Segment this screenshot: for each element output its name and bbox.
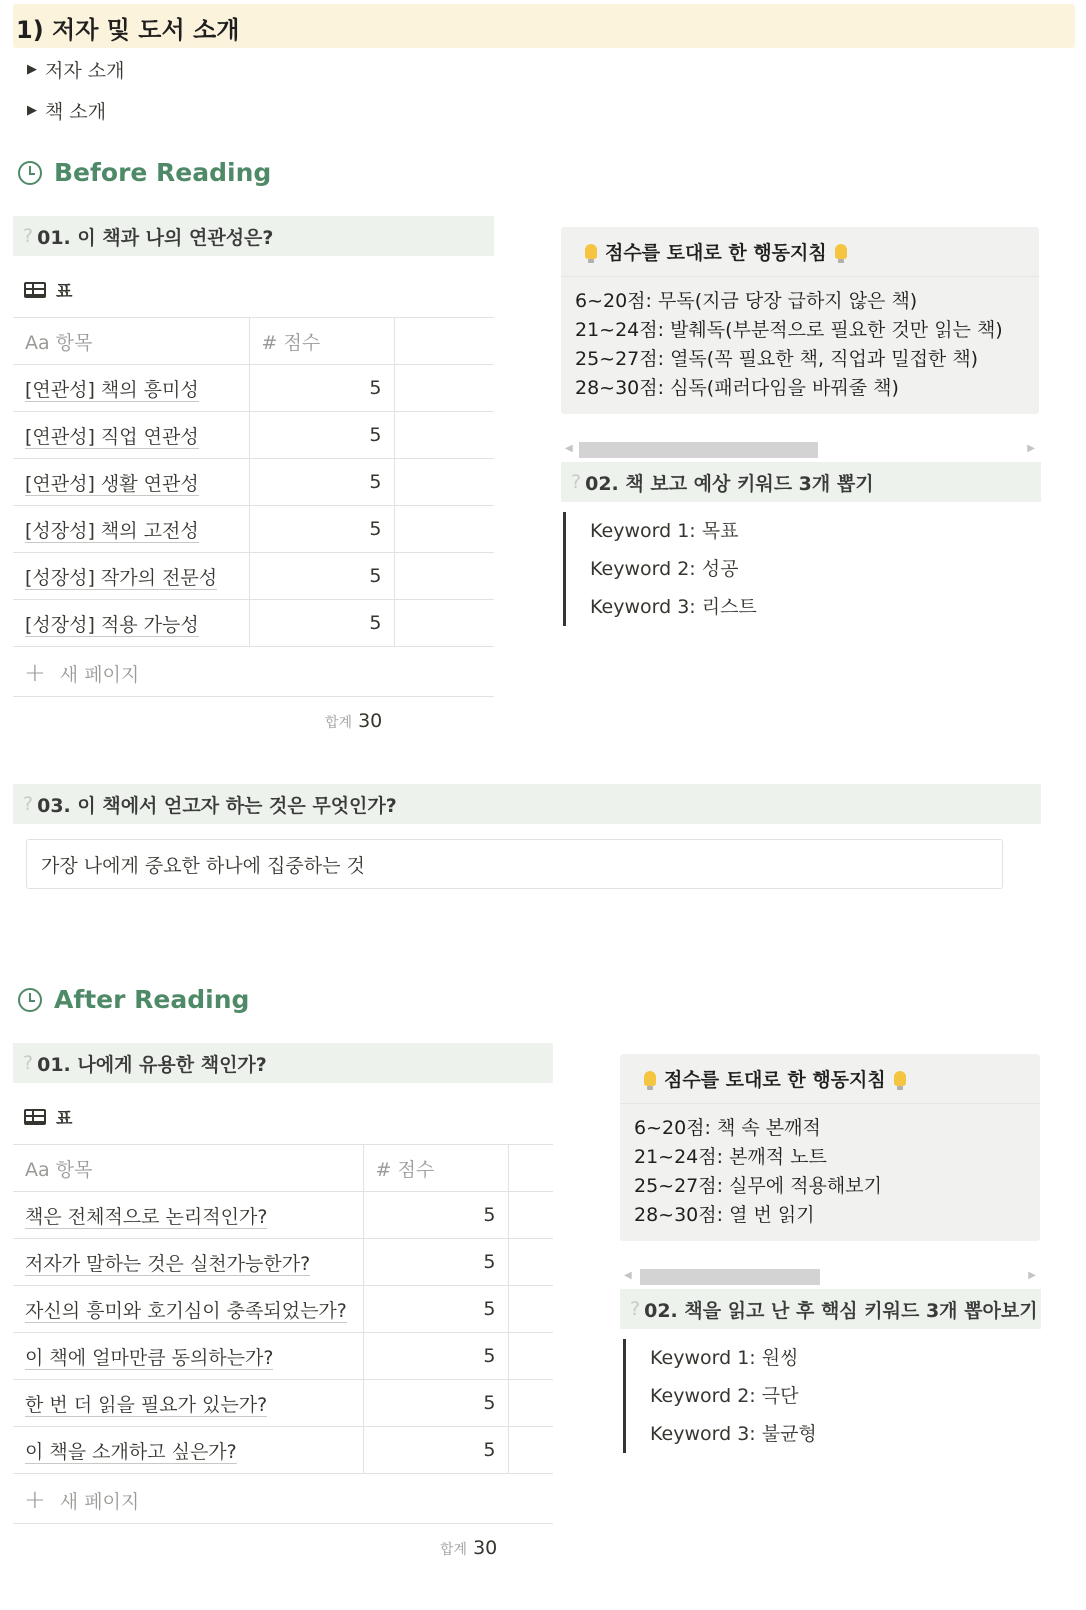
- before-answer-box[interactable]: [26, 839, 1003, 889]
- before-horizontal-scrollbar[interactable]: [561, 440, 1039, 460]
- table-row[interactable]: [13, 1286, 553, 1333]
- clock-icon: [18, 161, 42, 185]
- table-row[interactable]: [13, 1333, 553, 1380]
- toggle-label: 저자 소개: [45, 59, 125, 82]
- before-reading-heading: Before Reading: [18, 158, 271, 187]
- toggle-triangle-icon[interactable]: ▶: [27, 61, 37, 77]
- table-footer-divider: [13, 696, 494, 697]
- toggle-author[interactable]: [13, 54, 124, 84]
- table-footer-divider: [13, 1523, 553, 1524]
- before-keywords-quote: [563, 512, 757, 626]
- table-row[interactable]: [13, 459, 494, 506]
- row-name[interactable]: [연관성] 직업 연관성: [25, 425, 199, 448]
- table-header-row: [13, 1145, 553, 1192]
- before-new-page-button[interactable]: + 새 페이지: [24, 658, 140, 688]
- row-name[interactable]: 책은 전체적으로 논리적인가?: [25, 1205, 268, 1228]
- question-mark-icon: ?: [23, 1052, 34, 1074]
- before-q3-bar: ? 03. 이 책에서 얻고자 하는 것은 무엇인가?: [13, 784, 1041, 824]
- row-name[interactable]: [연관성] 생활 연관성: [25, 472, 199, 495]
- question-mark-icon: ?: [630, 1298, 641, 1320]
- after-score-table: [13, 1144, 553, 1474]
- question-mark-icon: ?: [23, 793, 34, 815]
- page-heading: 1) 저자 및 도서 소개: [16, 16, 240, 44]
- question-mark-icon: ?: [571, 471, 582, 493]
- row-name[interactable]: 한 번 더 읽을 필요가 있는가?: [25, 1393, 268, 1416]
- table-icon: [24, 1109, 46, 1125]
- keyword-line: Keyword 3: 리스트: [590, 596, 757, 618]
- callout-line: 6~20점: 무독(지금 당장 급하지 않은 책): [575, 290, 918, 312]
- row-name[interactable]: [성장성] 적용 가능성: [25, 613, 199, 636]
- after-new-page-button[interactable]: + 새 페이지: [24, 1485, 140, 1515]
- callout-line: 28~30점: 심독(패러다임을 바꿔줄 책): [575, 377, 899, 399]
- column-header-empty: [508, 1145, 553, 1192]
- table-row[interactable]: [13, 1380, 553, 1427]
- row-name[interactable]: 이 책에 얼마만큼 동의하는가?: [25, 1346, 274, 1369]
- table-row[interactable]: [13, 412, 494, 459]
- table-header-row: [13, 318, 494, 365]
- keyword-line: Keyword 1: 목표: [590, 520, 739, 542]
- after-keywords-quote: [623, 1339, 817, 1453]
- before-q2-bar: ? 02. 책 보고 예상 키워드 3개 뽑기: [561, 462, 1041, 502]
- table-row[interactable]: [13, 506, 494, 553]
- scroll-right-arrow-icon[interactable]: ▶: [1027, 443, 1035, 454]
- scroll-right-arrow-icon[interactable]: ▶: [1028, 1270, 1036, 1281]
- table-row[interactable]: [13, 1239, 553, 1286]
- callout-title: 점수를 토대로 한 행동지침: [561, 227, 1039, 277]
- table-row[interactable]: [13, 600, 494, 647]
- callout-line: 6~20점: 책 속 본깨적: [634, 1117, 821, 1139]
- table-row[interactable]: [13, 1427, 553, 1474]
- scroll-left-arrow-icon[interactable]: ◀: [624, 1270, 632, 1281]
- row-score[interactable]: 5: [249, 365, 394, 412]
- table-icon: [24, 282, 46, 298]
- before-q1-bar: ? 01. 이 책과 나의 연관성은?: [13, 216, 494, 256]
- table-row[interactable]: [13, 365, 494, 412]
- row-name[interactable]: [연관성] 책의 흥미성: [25, 378, 199, 401]
- before-score-table: [13, 317, 494, 647]
- lightbulb-icon: [835, 244, 847, 259]
- callout-line: 21~24점: 본깨적 노트: [634, 1146, 827, 1168]
- toggle-label: 책 소개: [45, 100, 107, 123]
- row-score[interactable]: 5: [249, 553, 394, 600]
- column-header-empty: [394, 318, 494, 365]
- row-score[interactable]: 5: [363, 1380, 508, 1427]
- column-header-score[interactable]: # 점수: [363, 1145, 508, 1192]
- callout-title: 점수를 토대로 한 행동지침: [620, 1054, 1040, 1104]
- row-score[interactable]: 5: [363, 1192, 508, 1239]
- plus-icon: +: [24, 658, 46, 688]
- row-name[interactable]: 자신의 흥미와 호기심이 충족되었는가?: [25, 1299, 347, 1322]
- after-q1-bar: ? 01. 나에게 유용한 책인가?: [13, 1043, 553, 1083]
- scrollbar-thumb[interactable]: [640, 1269, 820, 1285]
- sum-label: 합계: [440, 1542, 468, 1558]
- clock-icon: [18, 988, 42, 1012]
- row-score[interactable]: 5: [249, 600, 394, 647]
- toggle-triangle-icon[interactable]: ▶: [27, 102, 37, 118]
- lightbulb-icon: [585, 244, 597, 259]
- plus-icon: +: [24, 1485, 46, 1515]
- column-header-item[interactable]: Aa 항목: [13, 1145, 363, 1192]
- row-name[interactable]: [성장성] 책의 고전성: [25, 519, 199, 542]
- column-header-score[interactable]: # 점수: [249, 318, 394, 365]
- row-score[interactable]: 5: [363, 1286, 508, 1333]
- lightbulb-icon: [894, 1071, 906, 1086]
- toggle-book[interactable]: [13, 95, 106, 125]
- after-sum[interactable]: [440, 1537, 497, 1559]
- row-name[interactable]: 이 책을 소개하고 싶은가?: [25, 1440, 237, 1463]
- sum-value: 30: [358, 710, 383, 732]
- after-q2-bar: ? 02. 책을 읽고 난 후 핵심 키워드 3개 뽑아보기: [620, 1289, 1041, 1329]
- callout-line: 28~30점: 열 번 읽기: [634, 1204, 815, 1226]
- keyword-line: Keyword 2: 극단: [650, 1385, 799, 1407]
- row-score[interactable]: 5: [249, 412, 394, 459]
- after-table-title[interactable]: 표: [24, 1104, 72, 1129]
- lightbulb-icon: [644, 1071, 656, 1086]
- keyword-line: Keyword 1: 원씽: [650, 1347, 799, 1369]
- scroll-left-arrow-icon[interactable]: ◀: [565, 443, 573, 454]
- after-horizontal-scrollbar[interactable]: [620, 1267, 1040, 1287]
- row-score[interactable]: 5: [363, 1239, 508, 1286]
- callout-line: 25~27점: 실무에 적용해보기: [634, 1175, 882, 1197]
- row-name[interactable]: 저자가 말하는 것은 실천가능한가?: [25, 1252, 311, 1275]
- scrollbar-thumb[interactable]: [579, 442, 818, 458]
- callout-line: 25~27점: 열독(꼭 필요한 책, 직업과 밀접한 책): [575, 348, 979, 370]
- row-score[interactable]: 5: [249, 506, 394, 553]
- column-header-item[interactable]: Aa 항목: [13, 318, 249, 365]
- before-guide-callout: [561, 227, 1039, 414]
- question-mark-icon: ?: [23, 225, 34, 247]
- table-row[interactable]: [13, 553, 494, 600]
- answer-text: 가장 나에게 중요한 하나에 집중하는 것: [41, 854, 365, 877]
- sum-value: 30: [473, 1537, 498, 1559]
- after-guide-callout: [620, 1054, 1040, 1241]
- callout-line: 21~24점: 발췌독(부분적으로 필요한 것만 읽는 책): [575, 319, 1003, 341]
- row-name[interactable]: [성장성] 작가의 전문성: [25, 566, 218, 589]
- row-score[interactable]: 5: [363, 1427, 508, 1474]
- row-score[interactable]: 5: [249, 459, 394, 506]
- keyword-line: Keyword 3: 불균형: [650, 1423, 817, 1445]
- table-row[interactable]: [13, 1192, 553, 1239]
- before-sum[interactable]: [325, 710, 382, 732]
- after-reading-heading: After Reading: [18, 985, 249, 1014]
- sum-label: 합계: [325, 715, 353, 731]
- before-table-title[interactable]: 표: [24, 277, 72, 302]
- row-score[interactable]: 5: [363, 1333, 508, 1380]
- keyword-line: Keyword 2: 성공: [590, 558, 739, 580]
